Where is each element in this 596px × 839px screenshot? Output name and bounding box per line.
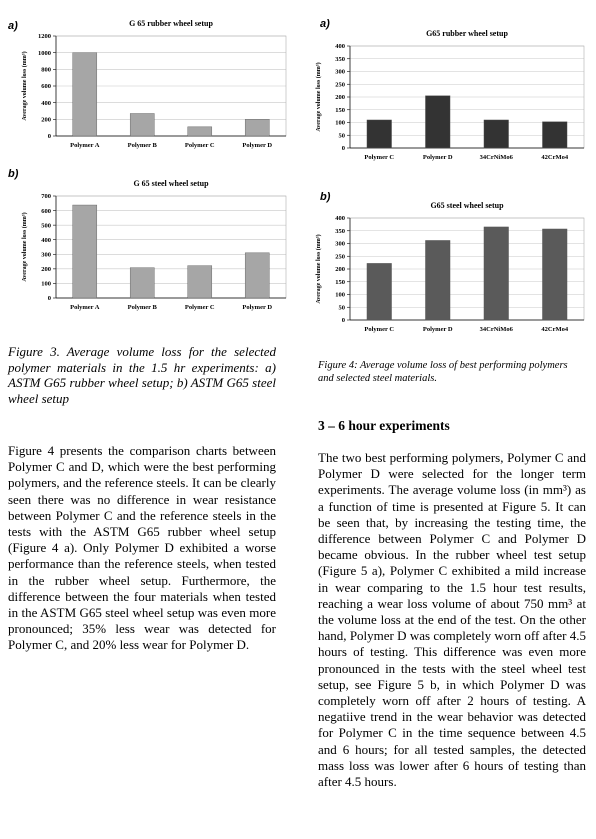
- x-tick-label: Polymer A: [70, 304, 100, 311]
- y-tick-label: 350: [335, 55, 345, 63]
- body-paragraph-left: Figure 4 presents the comparison charts between Polymer C and D, which were the best performing polymers, and the reference steels. It can be clearly seen there was no difference in wear resistance between Polymer C and the reference steels in the tests with the ASTM G65 rubber wheel setup (Figure 4 a). Only Polymer D exhibited a worse performance than the reference steels, when tested in the rubber wheel setup. Furthermore, the difference between the four materials when tested in the ASTM G65 steel wheel setup was even more pronounced; 35% less wear was detected for Polymer C, and 20% less wear for Polymer D.: [8, 443, 276, 653]
- y-tick-label: 0: [341, 317, 345, 325]
- bar-34crnimo6: [484, 227, 509, 320]
- fig3a-panel-label: a): [8, 20, 18, 32]
- bar-34crnimo6: [484, 120, 509, 148]
- fig4b-steel-wheel-chart: [314, 190, 590, 342]
- body-paragraph-right: The two best performing polymers, Polymer C and Polymer D were selected for the longer term experiments. The average volume loss (in mm³) as a function of time is presented at Figure 5. It can be seen that, by increasing the testing time, the difference between Polymer C and Polymer D became obvious. In the rubber wheel test setup (Figure 5 a), Polymer C exhibited a mild increase in wear comparing to the 1.5 hour test results, reaching a wear loss volume of about 750 mm³ at the volume loss at the end of the test. On the other hand, Polymer D was completely worn off after 4.5 hours of testing. This difference was even more pronounced in the tests with the steel wheel test setup, see Figure 5 b, in which Polymer D was completely worn off after 2 hours of testing. A negatiive trend in the wear behavior was detected for Polymer C in the time sequence between 4.5 and 6 hours; for all tested samples, the detected mass loss was lower after 6 hours of testing than after 4.5 hours.: [318, 450, 586, 790]
- y-tick-label: 250: [335, 81, 345, 89]
- fig3b-steel-wheel-chart: [8, 170, 298, 320]
- y-tick-label: 500: [41, 222, 51, 230]
- y-tick-label: 200: [41, 266, 51, 274]
- bar-polymer-c: [367, 120, 392, 148]
- x-tick-label: Polymer D: [242, 304, 273, 311]
- bar-polymer-d: [425, 240, 450, 320]
- figure-3-caption: Figure 3. Average volume loss for the selected polymer materials in the 1.5 hr experiments: a) ASTM G65 rubber wheel setup; b) ASTM G65 steel wheel setup: [8, 344, 276, 406]
- y-tick-label: 150: [335, 278, 345, 286]
- bar-polymer-d: [245, 253, 269, 298]
- x-tick-label: Polymer A: [70, 142, 100, 149]
- y-tick-label: 800: [41, 66, 51, 74]
- y-tick-label: 300: [41, 251, 51, 259]
- y-tick-label: 0: [341, 145, 345, 153]
- x-tick-label: 34CrNiMo6: [479, 326, 513, 333]
- y-tick-label: 100: [41, 280, 51, 288]
- bar-polymer-c: [188, 127, 212, 136]
- bar-polymer-d: [245, 119, 269, 136]
- chart-title: G65 steel wheel setup: [430, 201, 504, 210]
- chart-title: G65 rubber wheel setup: [426, 29, 508, 38]
- y-tick-label: 400: [335, 215, 345, 223]
- fig4a-rubber-wheel-chart: [314, 18, 590, 170]
- y-tick-label: 350: [335, 227, 345, 235]
- y-tick-label: 0: [47, 295, 51, 303]
- x-tick-label: Polymer D: [422, 326, 453, 333]
- y-tick-label: 600: [41, 83, 51, 91]
- y-tick-label: 100: [335, 119, 345, 127]
- y-tick-label: 1200: [38, 33, 51, 41]
- x-tick-label: 42CrMo4: [541, 326, 569, 333]
- x-tick-label: Polymer D: [242, 142, 273, 149]
- bar-42crmo4: [542, 229, 567, 320]
- y-tick-label: 400: [41, 236, 51, 244]
- bar-polymer-d: [425, 96, 450, 148]
- section-heading: 3 – 6 hour experiments: [318, 418, 450, 433]
- chart-title: G 65 rubber wheel setup: [129, 19, 213, 28]
- y-tick-label: 200: [41, 116, 51, 124]
- fig4b-panel-label: b): [320, 191, 331, 203]
- x-tick-label: 34CrNiMo6: [479, 154, 513, 161]
- y-tick-label: 50: [338, 132, 345, 140]
- bar-polymer-c: [367, 263, 392, 320]
- y-tick-label: 0: [47, 133, 51, 141]
- y-tick-label: 100: [335, 291, 345, 299]
- y-axis-label: Average volume loss (mm³): [22, 212, 28, 282]
- y-tick-label: 300: [335, 240, 345, 248]
- x-tick-label: Polymer C: [184, 304, 215, 311]
- y-axis-label: Average volume loss (mm³): [22, 51, 28, 121]
- y-tick-label: 400: [41, 99, 51, 107]
- fig3b-panel-label: b): [8, 168, 19, 180]
- y-axis-label: Average volume loss (mm³): [316, 62, 322, 132]
- bar-polymer-b: [130, 114, 154, 137]
- bar-polymer-a: [73, 205, 97, 298]
- bar-polymer-b: [130, 268, 154, 298]
- fig4a-panel-label: a): [320, 18, 330, 30]
- y-tick-label: 600: [41, 207, 51, 215]
- x-tick-label: Polymer B: [127, 304, 157, 311]
- bar-polymer-c: [188, 266, 212, 298]
- y-tick-label: 50: [338, 304, 345, 312]
- chart-title: G 65 steel wheel setup: [133, 179, 209, 188]
- y-tick-label: 400: [335, 43, 345, 51]
- figure-4-caption: Figure 4: Average volume loss of best performing polymers and selected steel materials.: [318, 360, 568, 384]
- fig3a-rubber-wheel-chart: [8, 8, 298, 158]
- x-tick-label: Polymer C: [184, 142, 215, 149]
- y-axis-label: Average volume loss (mm³): [316, 234, 322, 304]
- x-tick-label: Polymer C: [364, 326, 395, 333]
- y-tick-label: 300: [335, 68, 345, 76]
- y-tick-label: 200: [335, 94, 345, 102]
- y-tick-label: 250: [335, 253, 345, 261]
- y-tick-label: 200: [335, 266, 345, 274]
- bar-polymer-a: [73, 53, 97, 136]
- x-tick-label: 42CrMo4: [541, 154, 569, 161]
- y-tick-label: 150: [335, 106, 345, 114]
- x-tick-label: Polymer D: [422, 154, 453, 161]
- x-tick-label: Polymer B: [127, 142, 157, 149]
- y-tick-label: 1000: [38, 49, 51, 57]
- x-tick-label: Polymer C: [364, 154, 395, 161]
- bar-42crmo4: [542, 122, 567, 148]
- y-tick-label: 700: [41, 193, 51, 201]
